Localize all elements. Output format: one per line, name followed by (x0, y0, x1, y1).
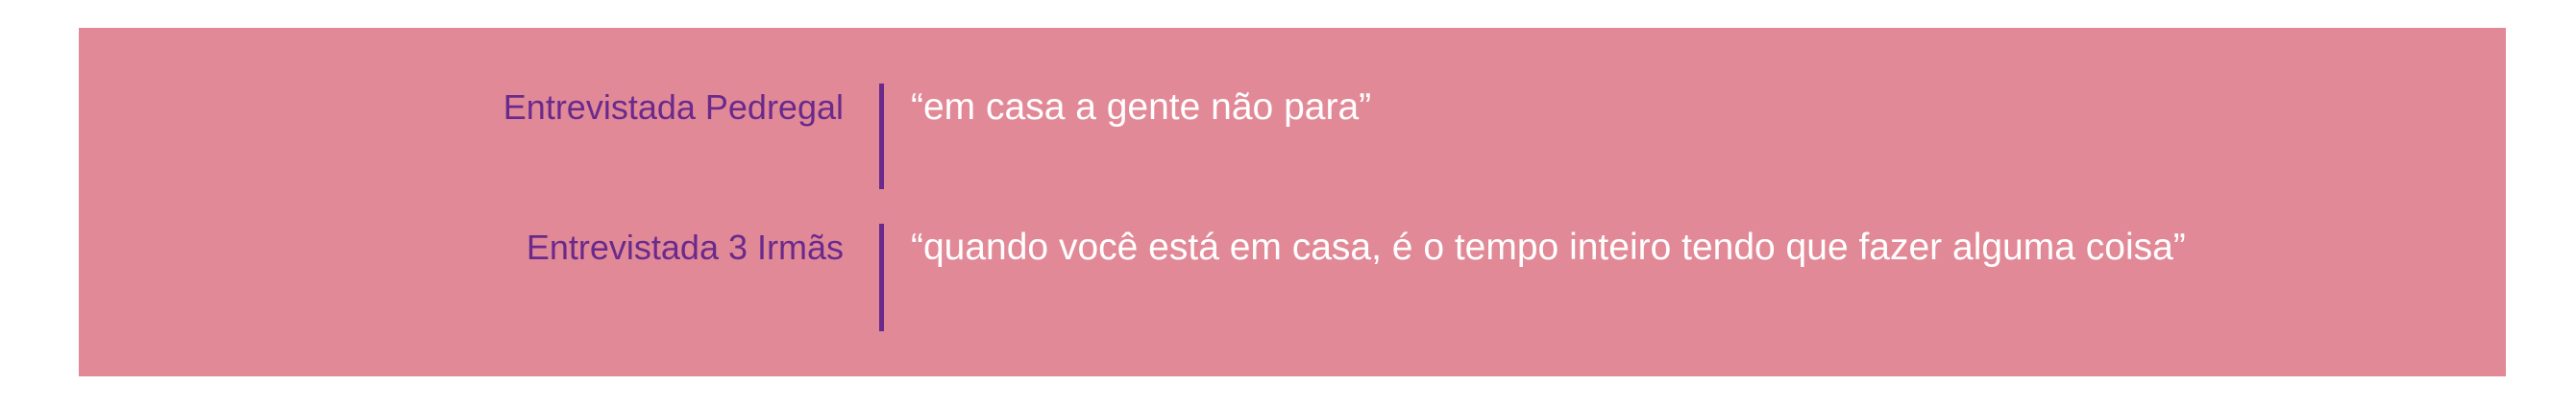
quote-divider (879, 84, 884, 189)
quote-row (79, 84, 2506, 189)
speaker-name: Entrevistada 3 Irmãs (526, 228, 844, 267)
quotes-panel (79, 28, 2506, 376)
quote-row (79, 224, 2506, 331)
quote-divider (879, 224, 884, 331)
quote-text: “em casa a gente não para” (911, 86, 1372, 128)
quote-text: “quando você está em casa, é o tempo inteiro tendo que fazer alguma coisa” (911, 227, 2186, 268)
speaker-name: Entrevistada Pedregal (503, 87, 844, 127)
